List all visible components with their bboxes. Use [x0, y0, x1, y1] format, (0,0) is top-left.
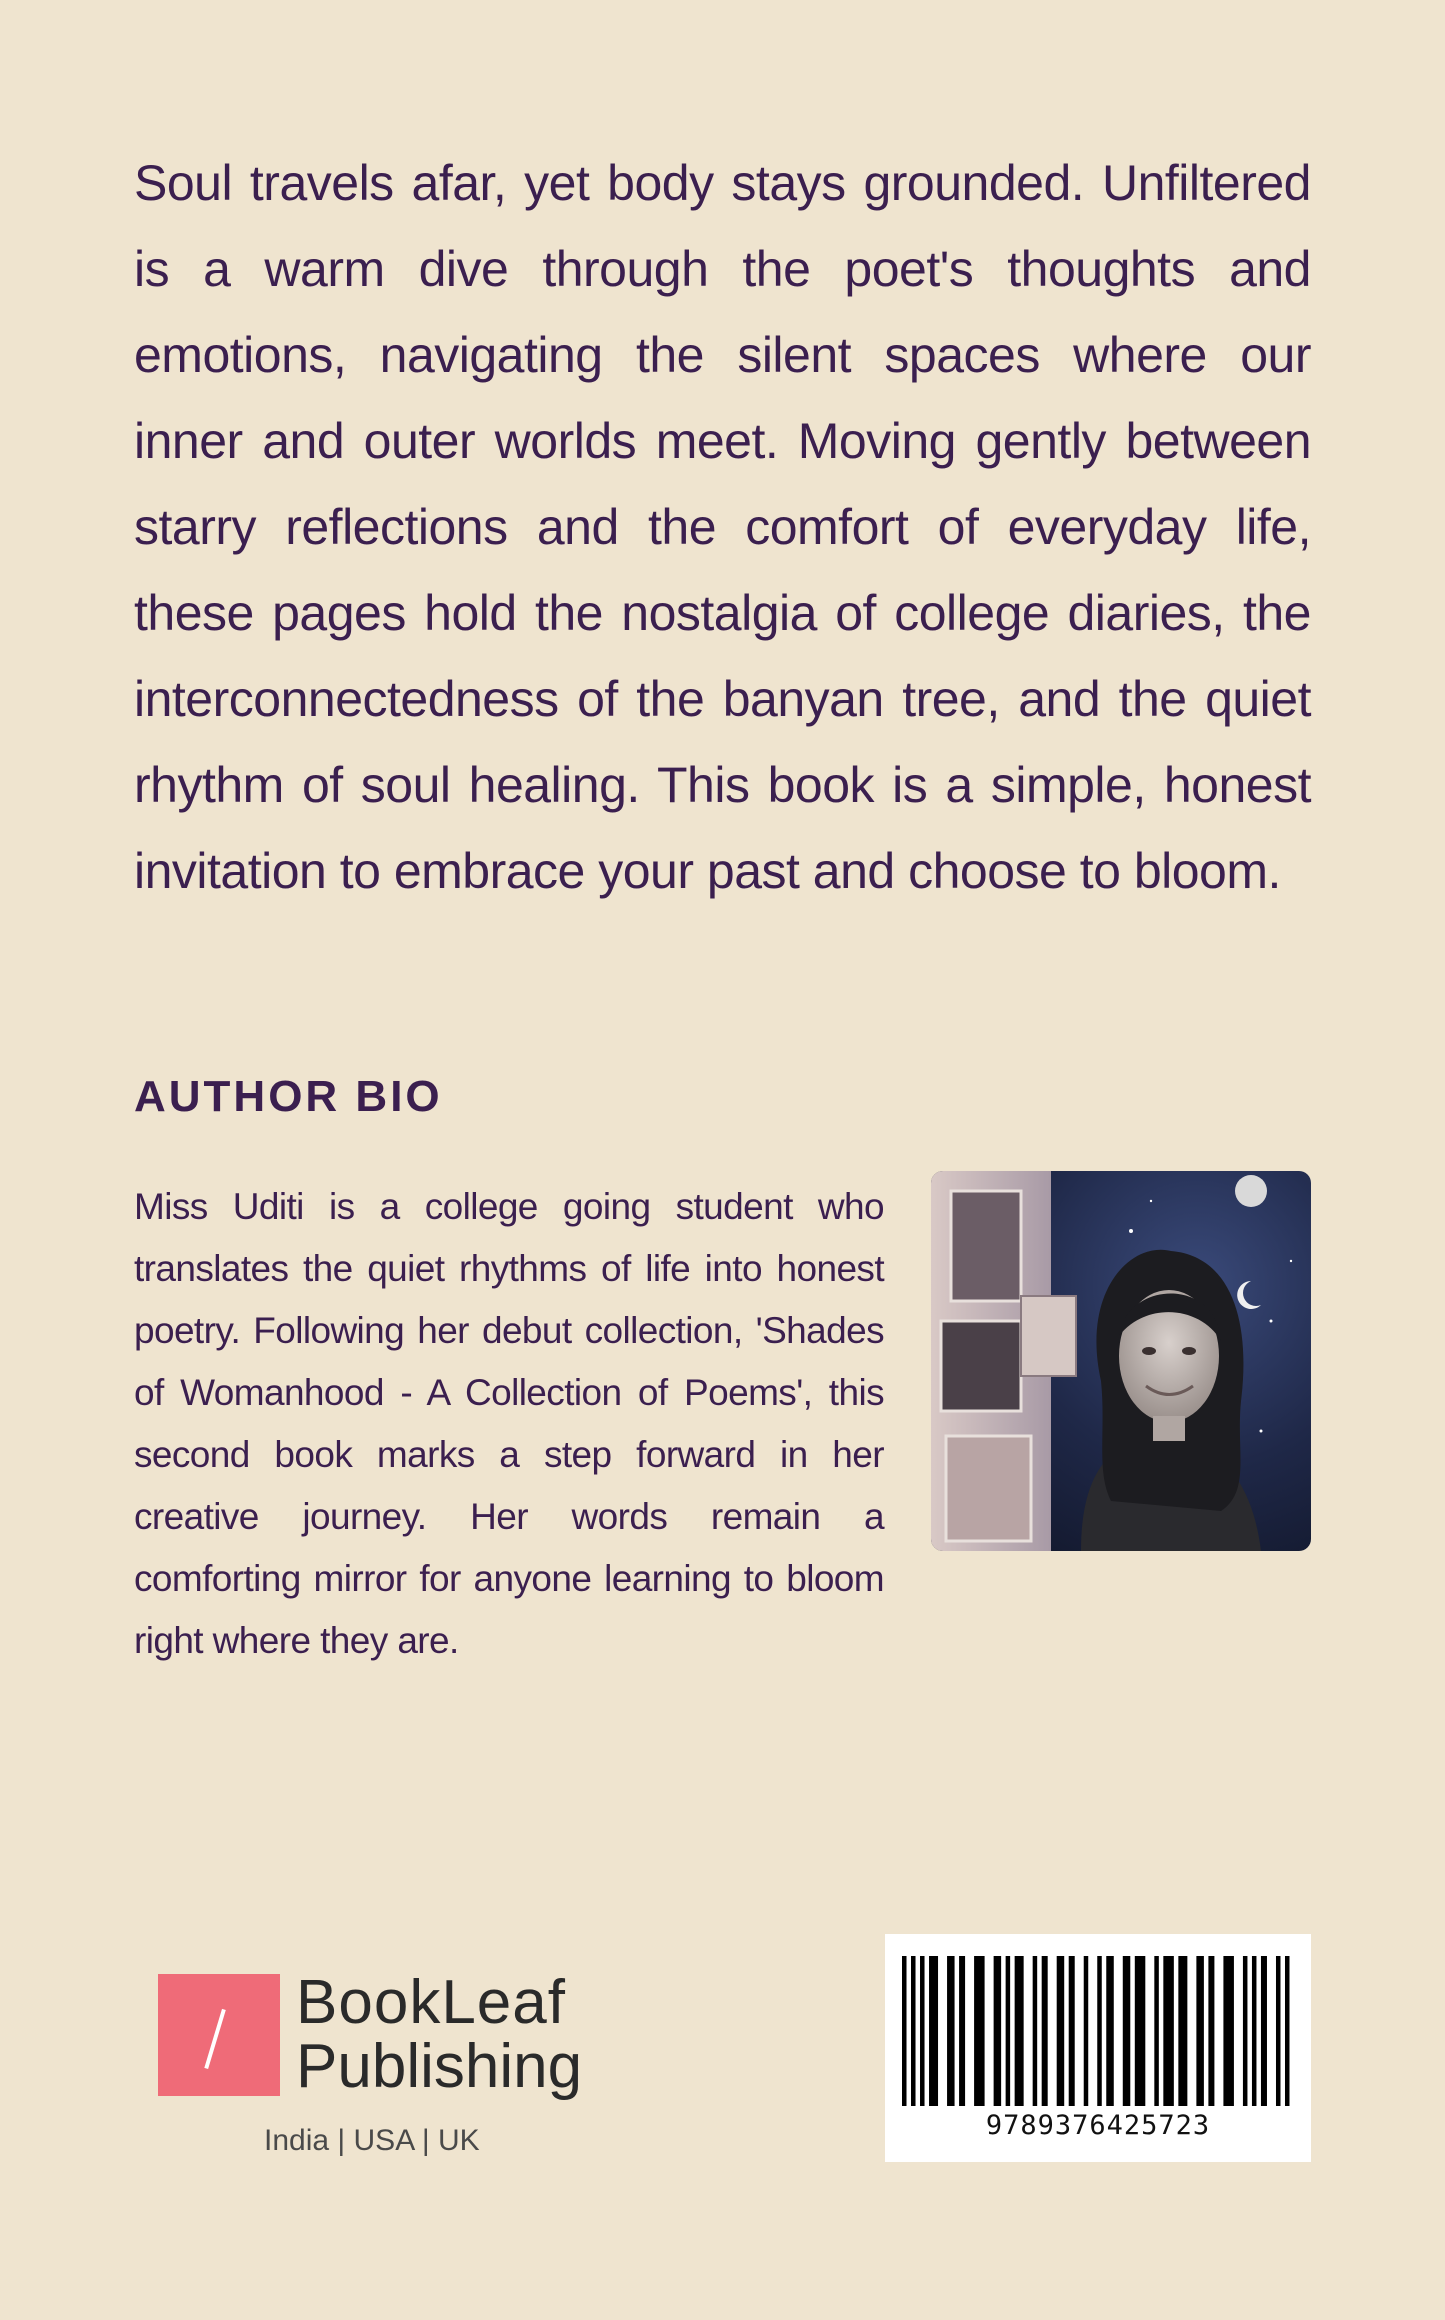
barcode-bar [1276, 1956, 1281, 2106]
barcode-bar [1154, 1956, 1159, 2106]
barcode-bar [1015, 1956, 1024, 2106]
barcode-bar [1057, 1956, 1065, 2106]
slash-icon [158, 1972, 280, 2094]
barcode-bar [959, 1956, 965, 2106]
publisher-regions: India | USA | UK [264, 2124, 480, 2157]
barcode-bar [947, 1956, 955, 2106]
publisher-name-line2: Publishing [296, 2032, 583, 2101]
barcode-bar [1223, 1956, 1234, 2106]
barcode-bar [974, 1956, 985, 2106]
barcode-bar [1106, 1956, 1114, 2106]
barcode-bar [920, 1956, 925, 2106]
barcode-bar [1261, 1956, 1267, 2106]
barcode-bar [1084, 1956, 1089, 2106]
barcode-bar [1135, 1956, 1146, 2106]
barcode-bar [1069, 1956, 1075, 2106]
isbn-barcode [885, 1934, 1311, 2162]
barcode-bar [929, 1956, 938, 2106]
barcode-bar [994, 1956, 1002, 2106]
barcode-bar [1243, 1956, 1248, 2106]
barcode-bar [911, 1956, 916, 2106]
barcode-bar [1285, 1956, 1290, 2106]
author-bio-heading: AUTHOR BIO [134, 1072, 443, 1121]
publisher-logo [158, 1968, 608, 2172]
isbn-number: 9789376425723 [985, 2110, 1211, 2141]
barcode-bar [1178, 1956, 1187, 2106]
barcode-bar [902, 1956, 907, 2106]
author-bio-text: Miss Uditi is a college going student who translates the quiet rhythms of life into honest poetry. Following her debut collection, 'Shades of Womanhood - A Collection of Poems', this second book marks a step forward in her creative journey. Her words remain a comforting mirror for anyone learning to bloom right where they are. [134, 1186, 884, 1661]
barcode-bar [1196, 1956, 1204, 2106]
barcode-bar [1208, 1956, 1214, 2106]
barcode-bar [1006, 1956, 1011, 2106]
barcode-bars [902, 1956, 1294, 2106]
barcode-bar [1163, 1956, 1174, 2106]
back-cover-blurb: Soul travels afar, yet body stays grounded. Unfiltered is a warm dive through the poet's thoughts and emotions, navigating the silent spaces where our inner and outer worlds meet. Moving gently between starry reflections and the comfort of everyday life, these pages hold the nostalgia of college diaries, the interconnectedness of the banyan tree, and the quiet rhythm of soul healing. This book is a simple, honest invitation to embrace your past and choose to bloom. [134, 155, 1311, 899]
barcode-bar [1252, 1956, 1257, 2106]
barcode-bar [1097, 1956, 1102, 2106]
publisher-name-line1: BookLeaf [296, 1968, 566, 2037]
author-photo [931, 1171, 1311, 1551]
barcode-bar [1123, 1956, 1131, 2106]
barcode-bar [1042, 1956, 1048, 2106]
barcode-bar [1033, 1956, 1038, 2106]
